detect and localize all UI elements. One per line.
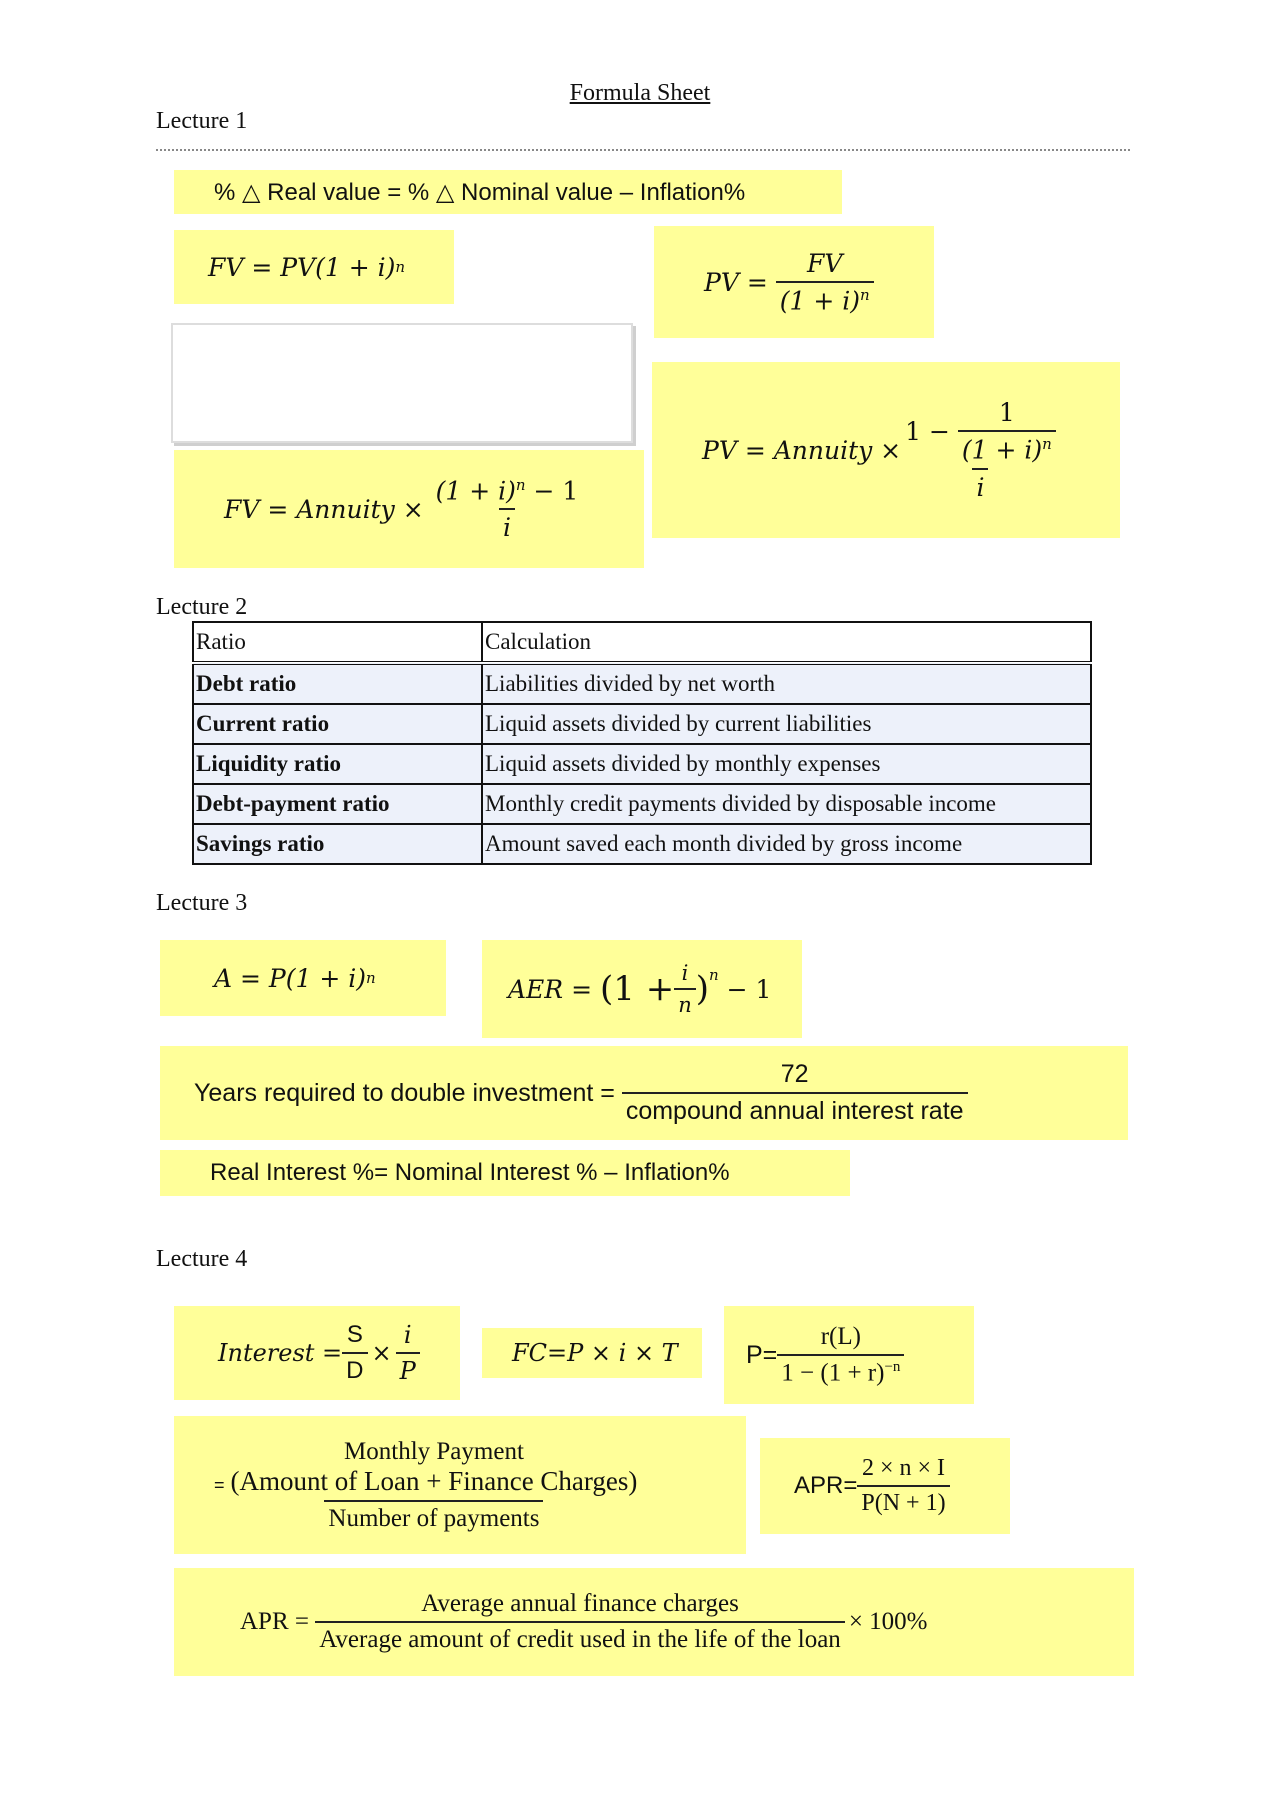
fva-numerator: $(1 + i)^n - 1$	[435, 475, 579, 506]
compound-amount-text: A = P(1 + i)	[214, 963, 366, 993]
payment-formula	[724, 1306, 974, 1404]
table-header-row	[193, 622, 1091, 663]
ratio-name: Savings ratio	[193, 824, 482, 864]
rule-of-72-lhs: Years required to double investment =	[194, 1078, 615, 1107]
apr-simple-fraction	[857, 1455, 949, 1517]
aer-lhs: AER =	[508, 974, 593, 1004]
ratio-calculation: Liabilities divided by net worth	[482, 663, 1091, 704]
pva-numerator: 1 − $\frac{1}{(1 + i)^n}$	[901, 398, 1060, 467]
aer-fraction: $\frac{i}{n}$	[674, 961, 696, 1017]
fva-denominator: i	[499, 508, 515, 542]
ratio-calculation: Monthly credit payments divided by disposable income	[482, 784, 1091, 824]
fva-fraction	[432, 476, 583, 542]
table-row	[193, 824, 1091, 864]
payment-fraction	[777, 1323, 904, 1387]
pv-fraction	[776, 249, 874, 315]
compound-amount-formula: A = P(1 + i) n	[160, 940, 446, 1016]
ratio-calculation: Liquid assets divided by current liabilities	[482, 704, 1091, 744]
monthly-payment-denominator: Number of payments	[324, 1500, 543, 1533]
fv-exponent: n	[395, 258, 406, 276]
ratio-name: Current ratio	[193, 704, 482, 744]
apr-simple-lhs: APR=	[794, 1472, 858, 1499]
rule-of-72-formula	[160, 1046, 1128, 1140]
payment-numerator: r(L)	[820, 1322, 861, 1350]
ratio-name: Debt ratio	[193, 663, 482, 704]
real-value-formula	[174, 170, 842, 214]
finance-charge-formula	[482, 1328, 702, 1378]
pva-fraction	[901, 398, 1060, 501]
lecture1-heading: Lecture 1	[156, 108, 248, 134]
table-row	[193, 784, 1091, 824]
interest-formula: Interest = $\frac{S}{D}$ × $\frac{i}{P}$	[174, 1306, 460, 1400]
lecture3-heading: Lecture 3	[156, 890, 248, 916]
table-row	[193, 704, 1091, 744]
monthly-payment-numerator: Monthly Payment (Amount of Loan + Finance Charges)	[230, 1437, 638, 1496]
rule-of-72-denominator: compound annual interest rate	[622, 1092, 968, 1126]
fv-formula	[174, 230, 454, 304]
apr-tail: × 100%	[848, 1608, 928, 1635]
interest-ip-fraction: $\frac{i}{P}$	[396, 1321, 420, 1385]
pv-numerator: FV	[806, 248, 843, 278]
ratio-table	[192, 621, 1092, 865]
pva-lhs: PV = Annuity ×	[702, 435, 902, 465]
aer-formula: AER = (1 + $\frac{i}{n}$ ) $^n$ − 1	[482, 940, 802, 1038]
rule-of-72-numerator: 72	[780, 1060, 809, 1088]
payment-denominator: $1 - (1 + r)^{-n}$	[777, 1354, 904, 1387]
lecture2-heading: Lecture 2	[156, 594, 248, 620]
apr-fraction	[315, 1590, 845, 1654]
monthly-payment-formula	[174, 1416, 746, 1554]
pva-denominator: i	[972, 468, 988, 502]
apr-formula	[174, 1568, 1134, 1676]
fv-annuity-formula	[174, 450, 644, 568]
monthly-payment-fraction	[227, 1438, 642, 1533]
fv-lhs: FV	[208, 252, 244, 282]
apr-denominator: Average amount of credit used in the life of the loan	[315, 1621, 845, 1654]
apr-simple-denominator: P(N + 1)	[857, 1485, 949, 1517]
apr-numerator: Average annual finance charges	[421, 1590, 739, 1617]
apr-lhs: APR =	[240, 1608, 309, 1635]
blank-formula-image	[171, 323, 633, 443]
dotted-divider	[156, 149, 1130, 151]
pv-denominator: $(1 + i)^n$	[776, 281, 874, 315]
fva-lhs: FV = Annuity ×	[224, 494, 424, 524]
finance-charge-text: FC=P × i × T	[512, 1339, 678, 1367]
lecture4-heading: Lecture 4	[156, 1246, 248, 1272]
real-interest-formula	[160, 1150, 850, 1196]
pv-annuity-formula	[652, 362, 1120, 538]
column-header-ratio: Ratio	[193, 622, 482, 663]
rule-of-72-fraction	[622, 1060, 968, 1126]
payment-lhs: P=	[746, 1340, 778, 1369]
ratio-name: Debt-payment ratio	[193, 784, 482, 824]
page-title: Formula Sheet	[569, 80, 711, 106]
fv-rhs: = PV(1 + i)	[251, 252, 396, 282]
apr-simple-numerator: 2 × n × I	[861, 1455, 945, 1481]
ratio-name: Liquidity ratio	[193, 744, 482, 784]
pv-lhs: PV =	[704, 267, 768, 297]
interest-lhs: Interest =	[218, 1339, 343, 1367]
ratio-calculation: Amount saved each month divided by gross income	[482, 824, 1091, 864]
aer-tail: − 1	[726, 974, 772, 1004]
table-row	[193, 744, 1091, 784]
real-value-formula-text: % △ Real value = % △ Nominal value – Inflation%	[214, 178, 746, 206]
column-header-calculation: Calculation	[482, 622, 1091, 663]
real-interest-text: Real Interest %= Nominal Interest % – Inflation%	[210, 1159, 730, 1186]
ratio-calculation: Liquid assets divided by monthly expenses	[482, 744, 1091, 784]
pv-formula	[654, 226, 934, 338]
monthly-payment-equals: =	[214, 1474, 225, 1495]
table-row	[193, 663, 1091, 704]
apr-simple-formula	[760, 1438, 1010, 1534]
interest-sd-fraction: $\frac{S}{D}$	[342, 1321, 367, 1385]
